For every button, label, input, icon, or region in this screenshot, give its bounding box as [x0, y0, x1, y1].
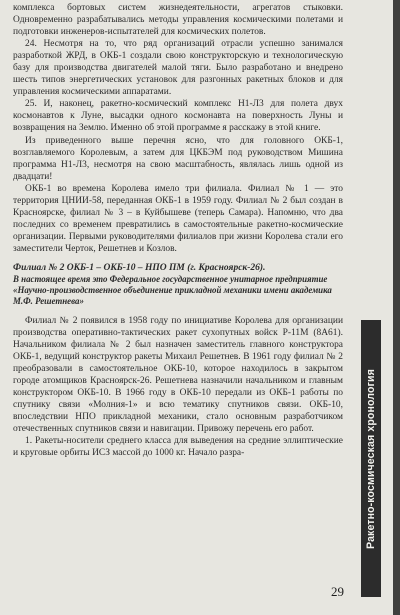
paragraph-item-24: 24. Несмотря на то, что ряд организаций отрасли успешно занимался разработкой ЖРД, в ОКБ-1 создали свою конструкторскую и технологическую базу для производства двигателей малой тяги. Было разработано и внедрено шесть типов энергетических установок для разгонных ракетных блоков и для управления космическими аппаратами. [13, 39, 343, 98]
page-number: 29 [331, 584, 344, 599]
paragraph-summary: Из приведенного выше перечня ясно, что для головного ОКБ-1, возглавляемого Королевым, а затем для ЦКБЭМ под руководством Мишина программа Н1-Л3, несмотря на свою масштабность, являлась лишь одной из двадцати! [13, 135, 343, 182]
paragraph-item-25: 25. И, наконец, ракетно-космический комплекс Н1-Л3 для полета двух космонавтов к Луне, высадки одного космонавта на поверхность Луны и возвращения на Землю. Именно об этой программе я расскажу в этой книге. [13, 99, 343, 134]
chapter-sidebar-label: Ракетно-космическая хронология [365, 368, 377, 549]
paragraph-branches: ОКБ-1 во времена Королева имело три филиала. Филиал № 1 — это территория ЦНИИ-58, переданная ОКБ-1 в 1959 году. Филиал № 2 был создан в Красноярске, филиал № 3 – в Куйбышеве (теперь Самара). Напомню, что два последних со временем превратились в самостоятельные ракетно-космические организации. Первыми руководителями филиалов при жизни Королева стали его заместители Черток, Решетнев и Козлов. [13, 183, 343, 254]
body-text [13, 2, 343, 459]
paragraph-continuation: комплекса бортовых систем жизнедеятельности, агрегатов стыковки. Одновременно разрабатывались методы управления космическими полетами и подготовки инженеров-испытателей для космических полетов. [13, 3, 343, 38]
paragraph-list-item-1: 1. Ракеты-носители среднего класса для выведения на средние эллиптические и круговые орбиты ИСЗ массой до 1000 кг. Начало разра- [13, 436, 343, 459]
section-heading: Филиал № 2 ОКБ-1 – ОКБ-10 – НПО ПМ (г. Красноярск-26). [13, 262, 266, 273]
section-subheading: В настоящее время это Федеральное государственное унитарное предприятие «Научно-производственное объединение прикладной механики имени академика М.Ф. Решетнева» [13, 274, 332, 307]
paragraph-branch-2: Филиал № 2 появился в 1958 году по инициативе Королева для организации производства оперативно-тактических ракет сухопутных войск Р-11М (8А61). Начальником филиала № 2 был назначен заместитель главного конструктора ОКБ-1, ведущий конструктор ракеты Михаил Решетнев. В 1961 году филиал № 2 преобразовали в самостоятельное ОКБ-10, которое находилось в закрытом городе атомщиков Красноярск-26. Решетнева назначили начальником и главным конструктором ОКБ-10. В 1966 году в ОКБ-10 передали из ОКБ-1 работы по спутнику связи «Молния-1» и всю тематику спутников связи. ОКБ-10, впоследствии НПО прикладной механики, стало основным разработчиком отечественных спутников связи и навигации. Привожу перечень его работ. [13, 315, 343, 435]
chapter-sidebar-tab [361, 320, 381, 597]
